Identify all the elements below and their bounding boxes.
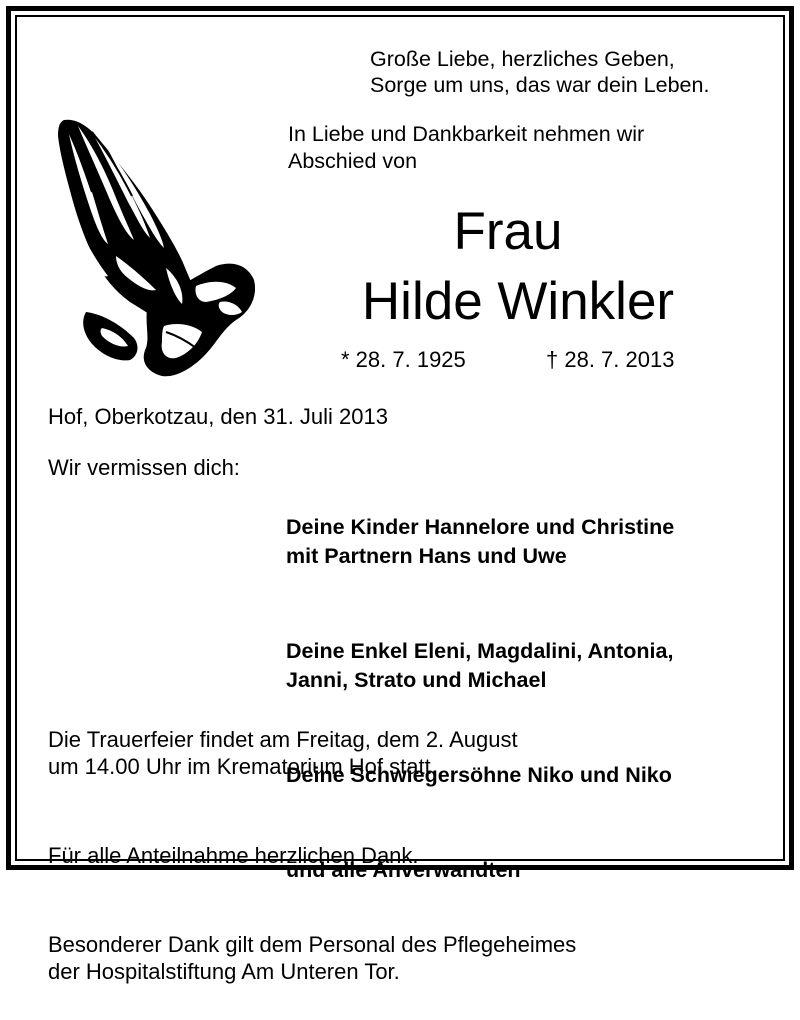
deceased-name: Hilde Winkler [361,272,675,331]
intro-line: Abschied von [288,149,418,173]
thanks-notice [48,842,576,869]
mourner-line: Deine Schwiegersöhne Niko und Niko [286,763,672,787]
mourner-line: Deine Enkel Eleni, Magdalini, Antonia, [286,639,674,663]
poem [370,46,709,98]
footer-line: Die Trauerfeier findet am Freitag, dem 2. August [48,727,518,752]
footer-line: Für alle Anteilnahme herzlichen Dank. [48,843,419,868]
footer-line: Besonderer Dank gilt dem Personal des Pflegeheimes [48,932,577,957]
footer-text [48,672,576,1020]
special-thanks-notice [48,931,576,985]
location-date: Hof, Oberkotzau, den 31. Juli 2013 [48,404,388,429]
mourners-label: Wir vermissen dich: [48,455,240,480]
poem-line: Große Liebe, herzliches Geben, [370,47,675,71]
birth-date: * 28. 7. 1925 [341,347,466,372]
mourner-group [286,513,674,571]
poem-line: Sorge um uns, das war dein Leben. [370,73,710,97]
deceased-salutation: Frau [453,202,563,261]
intro-line: In Liebe und Dankbarkeit nehmen wir [288,122,645,146]
ceremony-notice [48,726,576,780]
intro-text [288,121,644,175]
footer-line: um 14.00 Uhr im Krematorium Hof statt. [48,754,437,779]
mourner-line: mit Partnern Hans und Uwe [286,544,567,568]
mourner-line: Janni, Strato und Michael [286,668,547,692]
footer-line: der Hospitalstiftung Am Unteren Tor. [48,959,400,984]
mourner-line: Deine Kinder Hannelore und Christine [286,515,675,539]
life-dates [341,347,675,373]
death-date: † 28. 7. 2013 [546,347,675,372]
mourner-line: und alle Anverwandten [286,858,521,882]
